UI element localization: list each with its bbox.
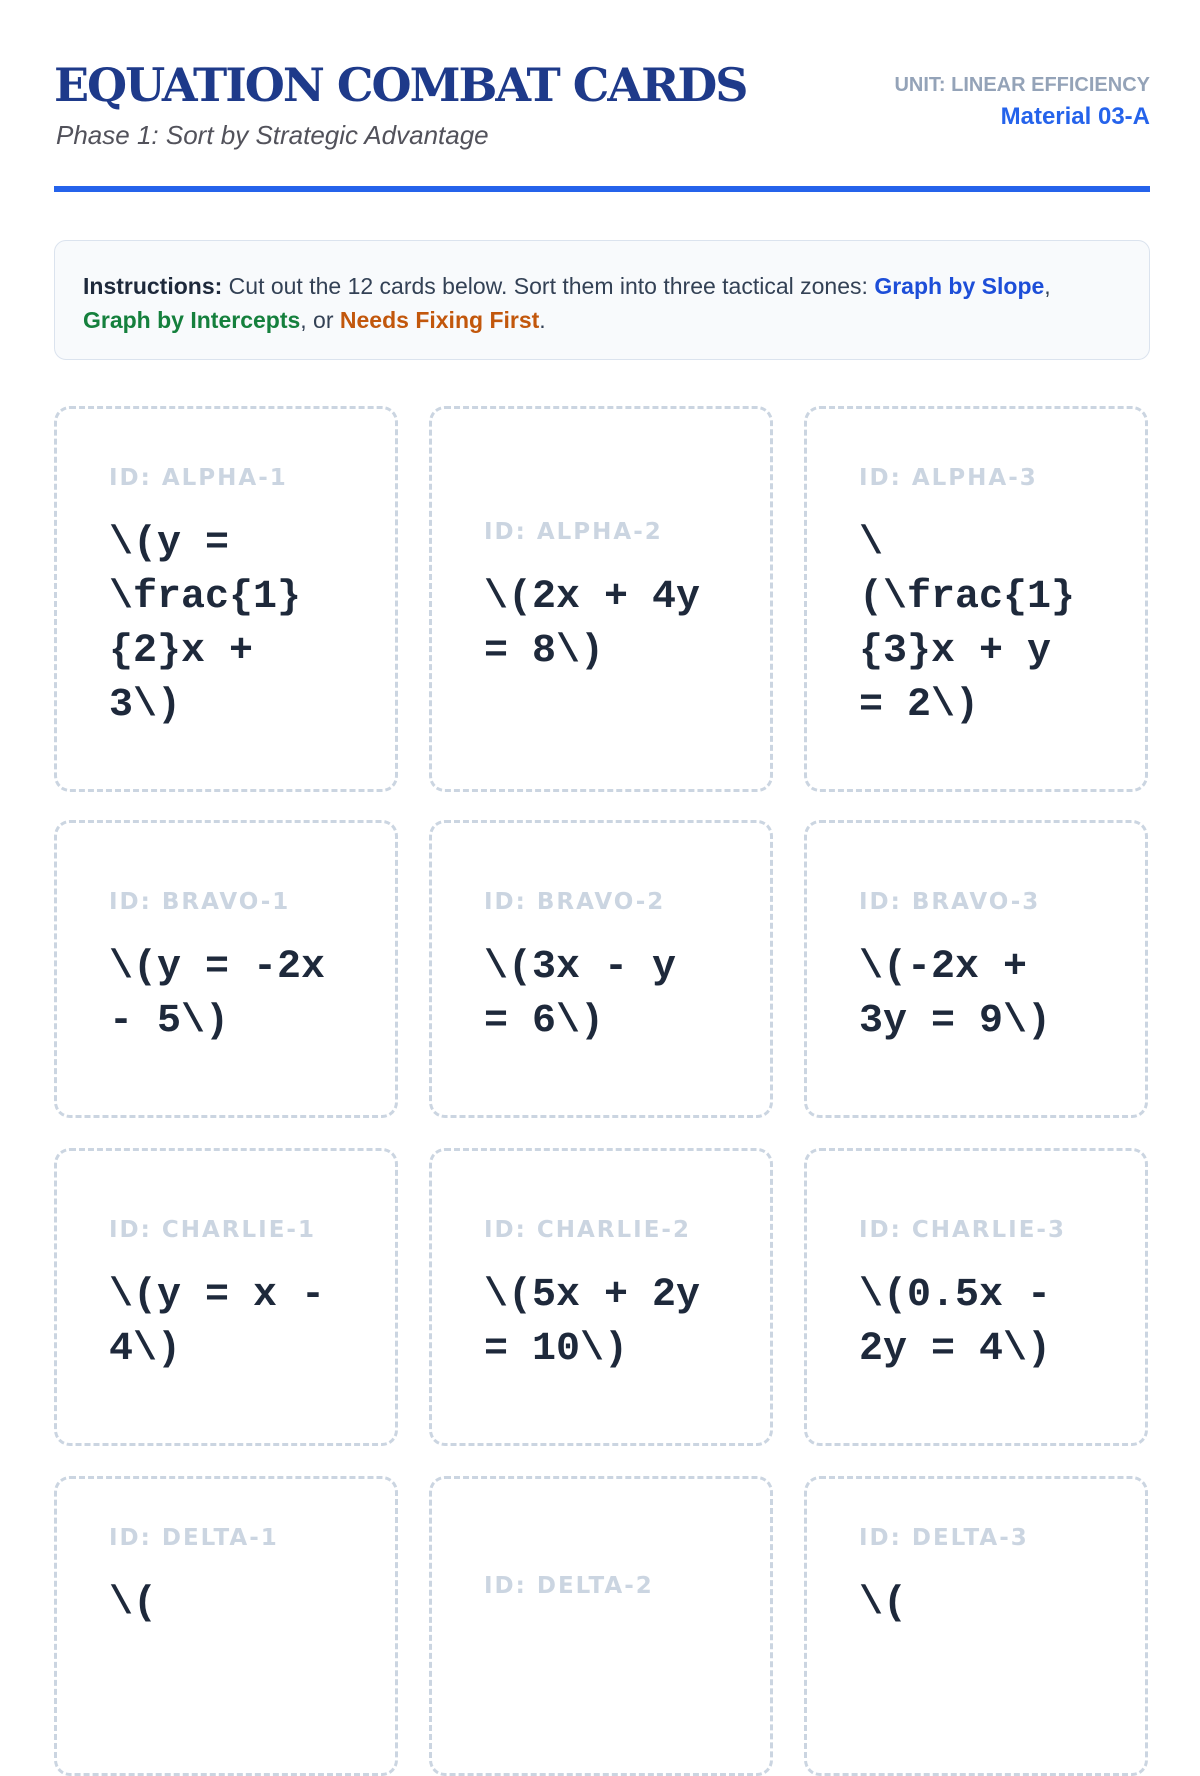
equation-card[interactable] xyxy=(804,1476,1148,1776)
equation-card[interactable] xyxy=(429,820,773,1118)
material-id: Material 03-A xyxy=(1000,103,1150,130)
page-header xyxy=(54,54,1150,192)
page-subtitle: Phase 1: Sort by Strategic Advantage xyxy=(56,120,489,150)
card-id: ID: DELTA-3 xyxy=(859,1525,1029,1551)
card-equation: \(y = x - 4\) xyxy=(109,1273,326,1372)
card-id: ID: CHARLIE-2 xyxy=(484,1217,691,1243)
card-id: ID: DELTA-2 xyxy=(484,1573,654,1599)
zone-graph-by-slope: Graph by Slope xyxy=(874,273,1045,299)
card-equation: \(-2x + 3y = 9\) xyxy=(859,945,1052,1044)
equation-card[interactable] xyxy=(804,1148,1148,1446)
card-id: ID: ALPHA-1 xyxy=(109,465,288,491)
card-id: ID: BRAVO-2 xyxy=(484,889,666,915)
equation-card[interactable] xyxy=(429,1476,773,1776)
unit-meta xyxy=(894,74,1150,131)
card-equation: \(5x + 2y = 10\) xyxy=(484,1273,701,1372)
instructions-lead: Instructions: xyxy=(83,273,223,299)
equation-card[interactable] xyxy=(429,406,773,792)
instructions-separator: , or xyxy=(300,307,340,333)
page-title: EQUATION COMBAT CARDS xyxy=(54,58,747,112)
instructions-box xyxy=(54,240,1150,360)
instructions-text: Cut out the 12 cards below. Sort them into three tactical zones: xyxy=(222,273,875,299)
equation-card[interactable] xyxy=(54,406,398,792)
zone-needs-fixing-first: Needs Fixing First xyxy=(339,307,540,333)
card-equation: \( xyxy=(109,1581,158,1626)
card-equation: \( xyxy=(859,1581,908,1626)
card-id: ID: ALPHA-2 xyxy=(484,519,663,545)
card-id: ID: BRAVO-1 xyxy=(109,889,291,915)
card-equation: \(y = -2x - 5\) xyxy=(109,945,326,1044)
instructions-separator: , xyxy=(1044,273,1051,299)
card-id: ID: DELTA-1 xyxy=(109,1525,279,1551)
card-equation: \(2x + 4y = 8\) xyxy=(484,575,701,674)
equation-card[interactable] xyxy=(429,1148,773,1446)
card-id: ID: CHARLIE-3 xyxy=(859,1217,1066,1243)
card-equation: \(\frac{1}{3}x + y = 2\) xyxy=(859,521,1076,728)
card-id: ID: CHARLIE-1 xyxy=(109,1217,316,1243)
equation-card[interactable] xyxy=(54,1476,398,1776)
card-id: ID: BRAVO-3 xyxy=(859,889,1041,915)
card-equation: \(3x - y = 6\) xyxy=(484,945,677,1044)
equation-card[interactable] xyxy=(54,820,398,1118)
equation-card[interactable] xyxy=(804,820,1148,1118)
equation-card[interactable] xyxy=(54,1148,398,1446)
equation-card[interactable] xyxy=(804,406,1148,792)
zone-graph-by-intercepts: Graph by Intercepts xyxy=(83,307,301,333)
card-equation: \(y = \frac{1}{2}x + 3\) xyxy=(109,521,302,728)
unit-label: UNIT: LINEAR EFFICIENCY xyxy=(894,74,1150,96)
card-equation: \(0.5x - 2y = 4\) xyxy=(859,1273,1052,1372)
instructions-end: . xyxy=(539,307,546,333)
card-id: ID: ALPHA-3 xyxy=(859,465,1038,491)
